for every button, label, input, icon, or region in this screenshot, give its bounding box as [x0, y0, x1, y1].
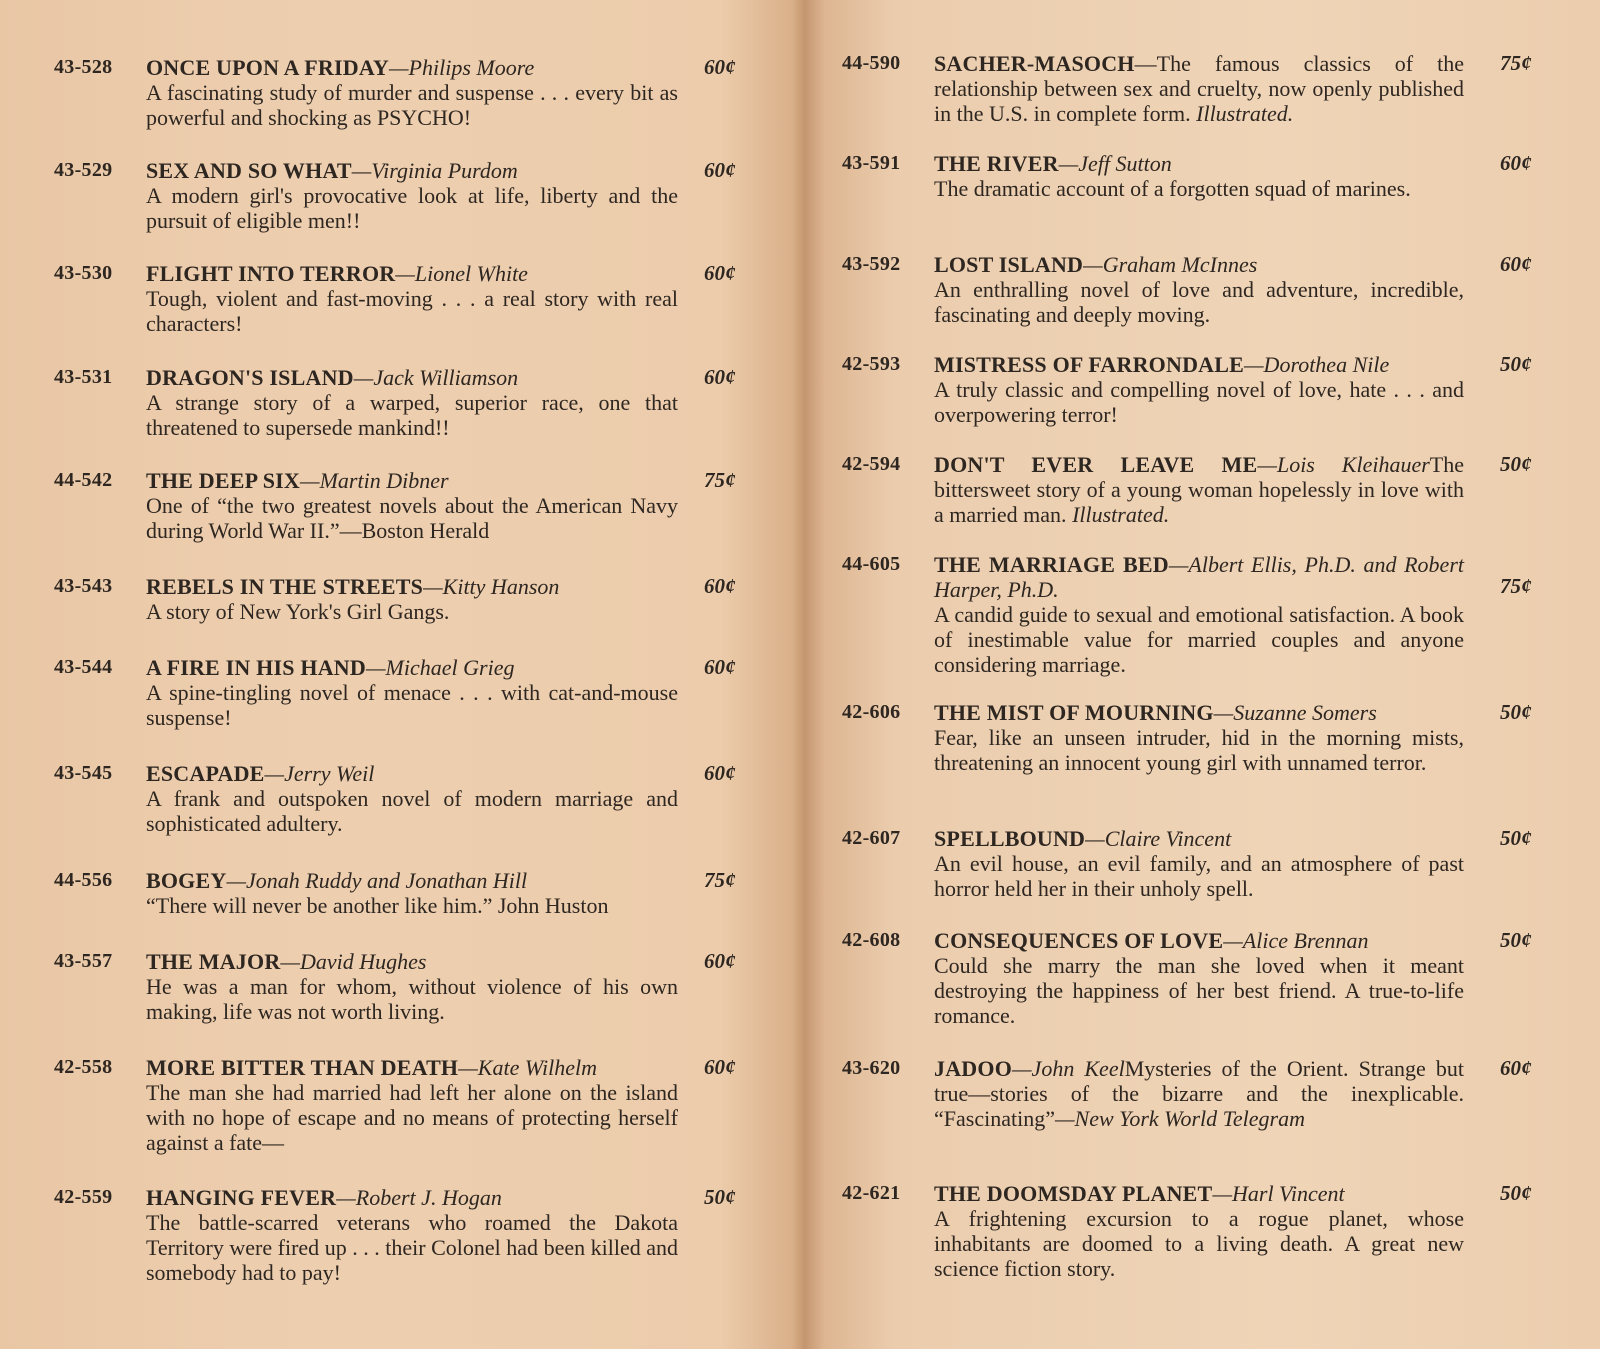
book-description: The bittersweet story of a young woman hopelessly in love with a married man.	[934, 452, 1464, 527]
book-price: 50¢	[1500, 826, 1532, 850]
book-description: A fascinating study of murder and suspense . . . every bit as powerful and shocking as PSYCHO!	[146, 80, 678, 130]
catalog-number: 43-529	[54, 159, 113, 181]
book-author: —Harl Vincent	[1212, 1181, 1345, 1206]
book-description: A strange story of a warped, superior race, one that threatened to supersede mankind!!	[146, 390, 678, 440]
book-description: Fear, like an unseen intruder, hid in the morning mists, threatening an innocent young girl with unnamed terror.	[934, 725, 1464, 775]
book-title: THE DEEP SIX	[146, 468, 301, 493]
book-title: ONCE UPON A FRIDAY	[146, 55, 389, 80]
book-author: —Jerry Weil	[264, 761, 375, 786]
book-author: —Alice Brennan	[1223, 928, 1369, 953]
book-price: 50¢	[1500, 700, 1532, 724]
book-price: 50¢	[1500, 1181, 1532, 1205]
book-title: THE MAJOR	[146, 949, 281, 974]
book-price: 60¢	[704, 761, 736, 785]
catalog-number: 43-543	[54, 575, 113, 597]
book-title: ESCAPADE	[146, 761, 265, 786]
book-title: REBELS IN THE STREETS	[146, 574, 424, 599]
book-description: One of “the two greatest novels about the American Navy during World War II.”—Boston Herald	[146, 493, 678, 543]
catalog-number: 44-605	[842, 553, 901, 575]
book-description: An evil house, an evil family, and an atmosphere of past horror held her in their unholy spell.	[934, 851, 1464, 901]
book-price: 60¢	[704, 1055, 736, 1079]
book-price: 75¢	[1500, 574, 1532, 598]
book-author: —Kate Wilhelm	[458, 1055, 597, 1080]
catalog-number: 43-531	[54, 366, 113, 388]
catalog-number: 44-590	[842, 52, 901, 74]
book-title: THE DOOMSDAY PLANET	[934, 1181, 1213, 1206]
book-price: 60¢	[704, 261, 736, 285]
book-title: MISTRESS OF FARRONDALE	[934, 352, 1244, 377]
book-price: 50¢	[704, 1185, 736, 1209]
book-description: An enthralling novel of love and adventure, incredible, fascinating and deeply moving.	[934, 277, 1464, 327]
book-author: —Robert J. Hogan	[336, 1185, 502, 1210]
book-title: BOGEY	[146, 868, 227, 893]
book-description: A frank and outspoken novel of modern marriage and sophisticated adultery.	[146, 786, 678, 836]
book-note: —New York World Telegram	[1054, 1106, 1305, 1131]
book-price: 60¢	[1500, 1056, 1532, 1080]
book-title: THE RIVER	[934, 151, 1059, 176]
book-author: —Lionel White	[395, 261, 528, 286]
catalog-number: 42-559	[54, 1186, 113, 1208]
book-title: SACHER-MASOCH	[934, 51, 1135, 76]
book-description: —The famous classics of the relationship between sex and cruelty, now openly published in the U.S. in complete form.	[934, 51, 1464, 126]
book-author: —Claire Vincent	[1085, 826, 1232, 851]
book-price: 50¢	[1500, 352, 1532, 376]
book-title: DON'T EVER LEAVE ME	[934, 452, 1258, 477]
book-note: Illustrated.	[1072, 502, 1170, 527]
book-description: The battle-scarred veterans who roamed the Dakota Territory were fired up . . . their Colonel had been killed and somebody had to pay!	[146, 1210, 678, 1285]
catalog-number: 43-557	[54, 950, 113, 972]
book-author: —Jeff Sutton	[1058, 151, 1172, 176]
book-title: THE MARRIAGE BED	[934, 552, 1169, 577]
book-price: 60¢	[1500, 151, 1532, 175]
book-description: Tough, violent and fast-moving . . . a real story with real characters!	[146, 286, 678, 336]
book-author: —Jonah Ruddy and Jonathan Hill	[226, 868, 528, 893]
book-author: —Virginia Purdom	[351, 158, 518, 183]
book-title: JADOO	[934, 1056, 1012, 1081]
catalog-number: 42-594	[842, 453, 901, 475]
book-price: 60¢	[704, 158, 736, 182]
catalog-number: 42-621	[842, 1182, 901, 1204]
catalog-number: 43-591	[842, 152, 901, 174]
catalog-number: 43-544	[54, 656, 113, 678]
book-description: Mysteries of the Orient. Strange but true—stories of the bizarre and the inexplicable. “Fascinating”	[934, 1056, 1464, 1131]
book-author: —David Hughes	[280, 949, 427, 974]
catalog-number: 42-593	[842, 353, 901, 375]
book-author: —Philips Moore	[388, 55, 535, 80]
catalog-number: 44-542	[54, 469, 113, 491]
book-title: DRAGON'S ISLAND	[146, 365, 354, 390]
book-author: —Michael Grieg	[365, 655, 515, 680]
book-note: Illustrated.	[1196, 101, 1294, 126]
book-title: LOST ISLAND	[934, 252, 1084, 277]
book-price: 50¢	[1500, 928, 1532, 952]
book-price: 60¢	[704, 365, 736, 389]
book-title: FLIGHT INTO TERROR	[146, 261, 396, 286]
book-price: 60¢	[704, 574, 736, 598]
book-description: The man she had married had left her alone on the island with no hope of escape and no means of protecting herself against a fate—	[146, 1080, 678, 1155]
left-page	[0, 0, 790, 1349]
right-page	[818, 0, 1600, 1349]
book-price: 50¢	[1500, 452, 1532, 476]
book-author: —Dorothea Nile	[1244, 352, 1390, 377]
book-price: 60¢	[704, 655, 736, 679]
book-price: 75¢	[1500, 51, 1532, 75]
book-title: SPELLBOUND	[934, 826, 1086, 851]
book-title: THE MIST OF MOURNING	[934, 700, 1214, 725]
book-price: 60¢	[704, 55, 736, 79]
book-description: He was a man for whom, without violence of his own making, life was not worth living.	[146, 974, 678, 1024]
book-price: 60¢	[1500, 252, 1532, 276]
book-description: A frightening excursion to a rogue planet, whose inhabitants are doomed to a living death. A great new science fiction story.	[934, 1206, 1464, 1281]
catalog-number: 43-620	[842, 1057, 901, 1079]
book-author: —Kitty Hanson	[423, 574, 560, 599]
catalog-number: 43-528	[54, 56, 113, 78]
book-author: —Lois Kleihauer	[1257, 452, 1430, 477]
catalog-number: 43-530	[54, 262, 113, 284]
book-title: A FIRE IN HIS HAND	[146, 655, 366, 680]
book-author: —Graham McInnes	[1083, 252, 1258, 277]
book-description: Could she marry the man she loved when it meant destroying the happiness of her best friend. A true-to-life romance.	[934, 953, 1464, 1028]
book-description: A story of New York's Girl Gangs.	[146, 599, 450, 624]
book-author: —Albert Ellis, Ph.D. and Robert Harper, Ph.D.	[934, 552, 1464, 602]
book-description: A modern girl's provocative look at life, liberty and the pursuit of eligible men!!	[146, 183, 678, 233]
book-description: “There will never be another like him.” John Huston	[146, 893, 609, 918]
book-description: A spine-tingling novel of menace . . . with cat-and-mouse suspense!	[146, 680, 678, 730]
book-title: CONSEQUENCES OF LOVE	[934, 928, 1224, 953]
book-price: 75¢	[704, 468, 736, 492]
book-description: A candid guide to sexual and emotional satisfaction. A book of inestimable value for married couples and anyone considering marriage.	[934, 602, 1464, 677]
catalog-number: 43-545	[54, 762, 113, 784]
catalog-number: 43-592	[842, 253, 901, 275]
book-title: SEX AND SO WHAT	[146, 158, 352, 183]
catalog-number: 42-607	[842, 827, 901, 849]
book-description: The dramatic account of a forgotten squad of marines.	[934, 176, 1411, 201]
book-author: —John Keel	[1012, 1056, 1125, 1081]
book-author: —Jack Williamson	[353, 365, 519, 390]
catalog-number: 42-558	[54, 1056, 113, 1078]
book-title: MORE BITTER THAN DEATH	[146, 1055, 459, 1080]
book-price: 75¢	[704, 868, 736, 892]
book-price: 60¢	[704, 949, 736, 973]
catalog-number: 42-608	[842, 929, 901, 951]
catalog-number: 44-556	[54, 869, 113, 891]
book-title: HANGING FEVER	[146, 1185, 337, 1210]
book-author: —Suzanne Somers	[1213, 700, 1377, 725]
book-description: A truly classic and compelling novel of love, hate . . . and overpowering terror!	[934, 377, 1464, 427]
catalog-number: 42-606	[842, 701, 901, 723]
book-author: —Martin Dibner	[300, 468, 449, 493]
